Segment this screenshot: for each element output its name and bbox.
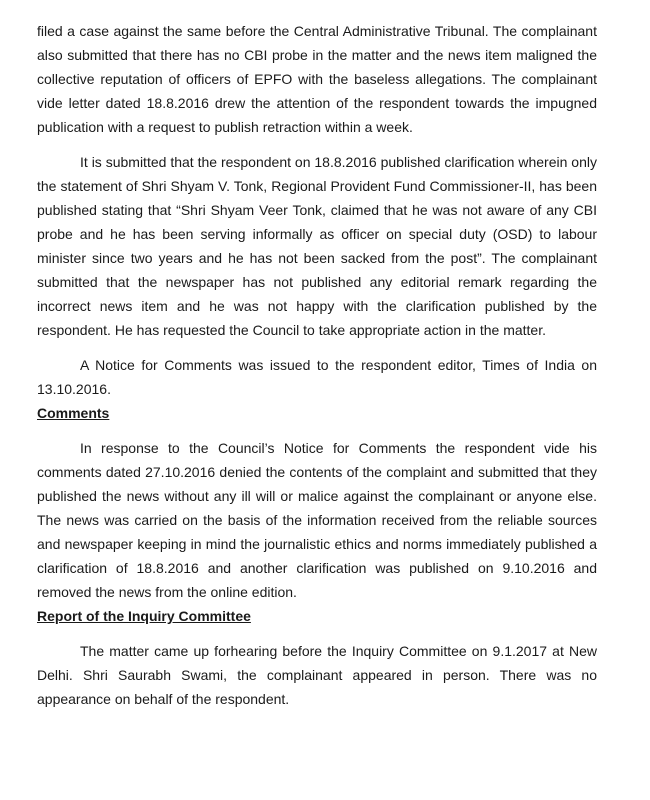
heading-inquiry-report: Report of the Inquiry Committee: [37, 608, 251, 624]
paragraph-comments: In response to the Council’s Notice for Comments the respondent vide his comments dated 27.10.2016 denied the contents of the complaint and submitted that they published the news without any ill will or malice against the complainant or anyone else. The news was carried on the basis of the information received from the reliable sources and newspaper keeping in mind the journalistic ethics and norms immediately published a clarification of 18.8.2016 and another clarification was published on 9.10.2016 and removed the news from the online edition.: [37, 440, 597, 600]
paragraph-inquiry-report: The matter came up forhearing before the Inquiry Committee on 9.1.2017 at New Delhi. Shri Saurabh Swami, the complainant appeared in person. There was no appearance on behalf of the respondent.: [37, 643, 597, 707]
paragraph-notice: A Notice for Comments was issued to the respondent editor, Times of India on 13.10.2016.: [37, 357, 597, 397]
heading-comments: Comments: [37, 405, 110, 421]
paragraph-clarification: It is submitted that the respondent on 18.8.2016 published clarification wherein only the statement of Shri Shyam V. Tonk, Regional Provident Fund Commissioner-II, has been published stating that “Shri Shyam Veer Tonk, claimed that he was not aware of any CBI probe and he has been serving informally as officer on special duty (OSD) to labour minister since two years and he has not been sacked from the post”. The complainant submitted that the newspaper has not published any editorial remark regarding the incorrect news item and he was not happy with the clarification published by the respondent. He has requested the Council to take appropriate action in the matter.: [37, 154, 597, 338]
paragraph-complaint-continuation: filed a case against the same before the Central Administrative Tribunal. The complainant also submitted that there has no CBI probe in the matter and the news item maligned the collective reputation of officers of EPFO with the baseless allegations. The complainant vide letter dated 18.8.2016 drew the attention of the respondent towards the impugned publication with a request to publish retraction within a week.: [37, 23, 597, 135]
document-page: [37, 19, 597, 711]
